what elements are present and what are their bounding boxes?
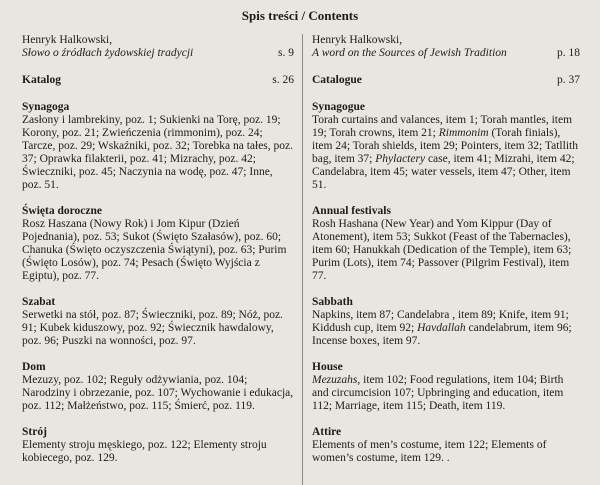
section-heading: Szabat <box>22 296 56 308</box>
intro-page-ref: p. 18 <box>557 47 580 59</box>
section-synagogue <box>312 100 580 192</box>
section-text: Rosz Haszana (Nowy Rok) i Jom Kipur (Dzień Pojednania), poz. 53; Sukot (Święto Szałasów), poz. 60; Chanuka (Święto oczyszczenia Świątyni), poz. 63; Purim (Święto Losów), poz. 74; Pesach (Święto Wyjścia z Egiptu), poz. 77. <box>22 218 287 282</box>
page-title: Spis treści / Contents <box>241 8 359 23</box>
section-szabat <box>22 295 294 348</box>
intro-entry <box>22 34 294 60</box>
section-heading: Synagogue <box>312 101 366 113</box>
section-house <box>312 360 580 413</box>
italic-term: Mezuzahs <box>312 374 358 386</box>
text-run: Napkins, item 87; Candelabra , item 89; Knife, item 91; Kiddush cup, item 92; <box>312 309 569 334</box>
italic-term: Havdallah <box>417 322 466 334</box>
catalog-label: Katalog <box>22 74 61 86</box>
intro-title: A word on the Sources of Jewish Tradition <box>312 47 507 59</box>
text-run: case, item 41; Mizrahi, item 42; Candelabra, item 45; water vessels, item 47; Other, item 51. <box>312 153 575 191</box>
catalog-label: Catalogue <box>312 74 362 86</box>
text-run: candelabrum, item 96; Incense boxes, item 97. <box>312 322 572 347</box>
section-heading: Święta doroczne <box>22 205 102 217</box>
text-run: (Torah finials), item 24; Torah shields, item 29; Pointers, item 32; Tatllith bag, item 37; <box>312 127 578 165</box>
intro-author: Henryk Halkowski, <box>22 34 113 46</box>
polish-column <box>22 34 294 465</box>
section-sabbath <box>312 295 580 348</box>
section-text: Elementy stroju męskiego, poz. 122; Elementy stroju kobiecego, poz. 129. <box>22 439 267 464</box>
intro-author: Henryk Halkowski, <box>312 34 403 46</box>
italic-term: Phylactery <box>375 153 426 165</box>
catalog-page-ref: p. 37 <box>557 74 580 86</box>
section-stroj <box>22 425 294 465</box>
section-text: Elements of men’s costume, item 122; Elements of women’s costume, item 129. . <box>312 439 547 464</box>
section-swieta-doroczne <box>22 204 294 283</box>
section-heading: Strój <box>22 426 47 438</box>
text-run: , item 102; Food regulations, item 104; Birth and circumcision 107; Upbringing and education, item 112; Marriage, item 115; Death, item 119. <box>312 374 564 412</box>
section-heading: House <box>312 361 343 373</box>
section-heading: Annual festivals <box>312 205 391 217</box>
section-text: Mezuzy, poz. 102; Reguły odżywiania, poz. 104; Narodziny i obrzezanie, poz. 107; Wychowanie i edukacja, poz. 112; Małżeństwo, poz. 115; Śmierć, poz. 119. <box>22 374 294 412</box>
section-attire <box>312 425 580 465</box>
intro-entry <box>312 34 580 60</box>
section-dom <box>22 360 294 413</box>
section-heading: Synagoga <box>22 101 70 113</box>
section-text: Serwetki na stół, poz. 87; Świeczniki, poz. 89; Nóż, poz. 91; Kubek kiduszowy, poz. 92; Świecznik hawdalowy, poz. 96; Puszki na wonności, poz. 97. <box>22 309 283 347</box>
section-heading: Sabbath <box>312 296 353 308</box>
italic-term: Rimmonim <box>438 127 489 139</box>
section-text <box>312 309 580 348</box>
section-annual-festivals <box>312 204 580 283</box>
section-text: Zasłony i lambrekiny, poz. 1; Sukienki na Torę, poz. 19; Korony, poz. 21; Zwieńczenia (rimmonim), poz. 24; Tarcze, poz. 29; Wskaźniki, poz. 32; Torebka na tałes, poz. 37; Oprawka filakterii, poz. 41; Mizrachy, poz. 42; Świeczniki, poz. 45; Naczynia na wodę, poz. 47; Inne, poz. 51. <box>22 114 293 191</box>
intro-title: Słowo o źródłach żydowskiej tradycji <box>22 47 194 59</box>
section-heading: Dom <box>22 361 46 373</box>
intro-page-ref: s. 9 <box>278 47 294 59</box>
section-text: Rosh Hashana (New Year) and Yom Kippur (Day of Atonement), item 53; Sukkot (Feast of the Tabernacles), item 60; Hanukkah (Dedication of the Temple), item 63; Purim (Lots), item 74; Passover (Pilgrim Festival), item 77. <box>312 218 572 282</box>
catalog-page-ref: s. 26 <box>272 74 294 86</box>
section-text <box>312 374 580 413</box>
column-divider <box>302 34 303 485</box>
text-run: Torah curtains and valances, item 1; Torah mantles, item 19; Torah crowns, item 21; <box>312 114 573 139</box>
catalog-entry <box>22 74 294 87</box>
section-text <box>312 114 580 192</box>
section-synagoga <box>22 100 294 192</box>
section-heading: Attire <box>312 426 342 438</box>
catalog-entry <box>312 74 580 87</box>
english-column <box>312 34 580 465</box>
